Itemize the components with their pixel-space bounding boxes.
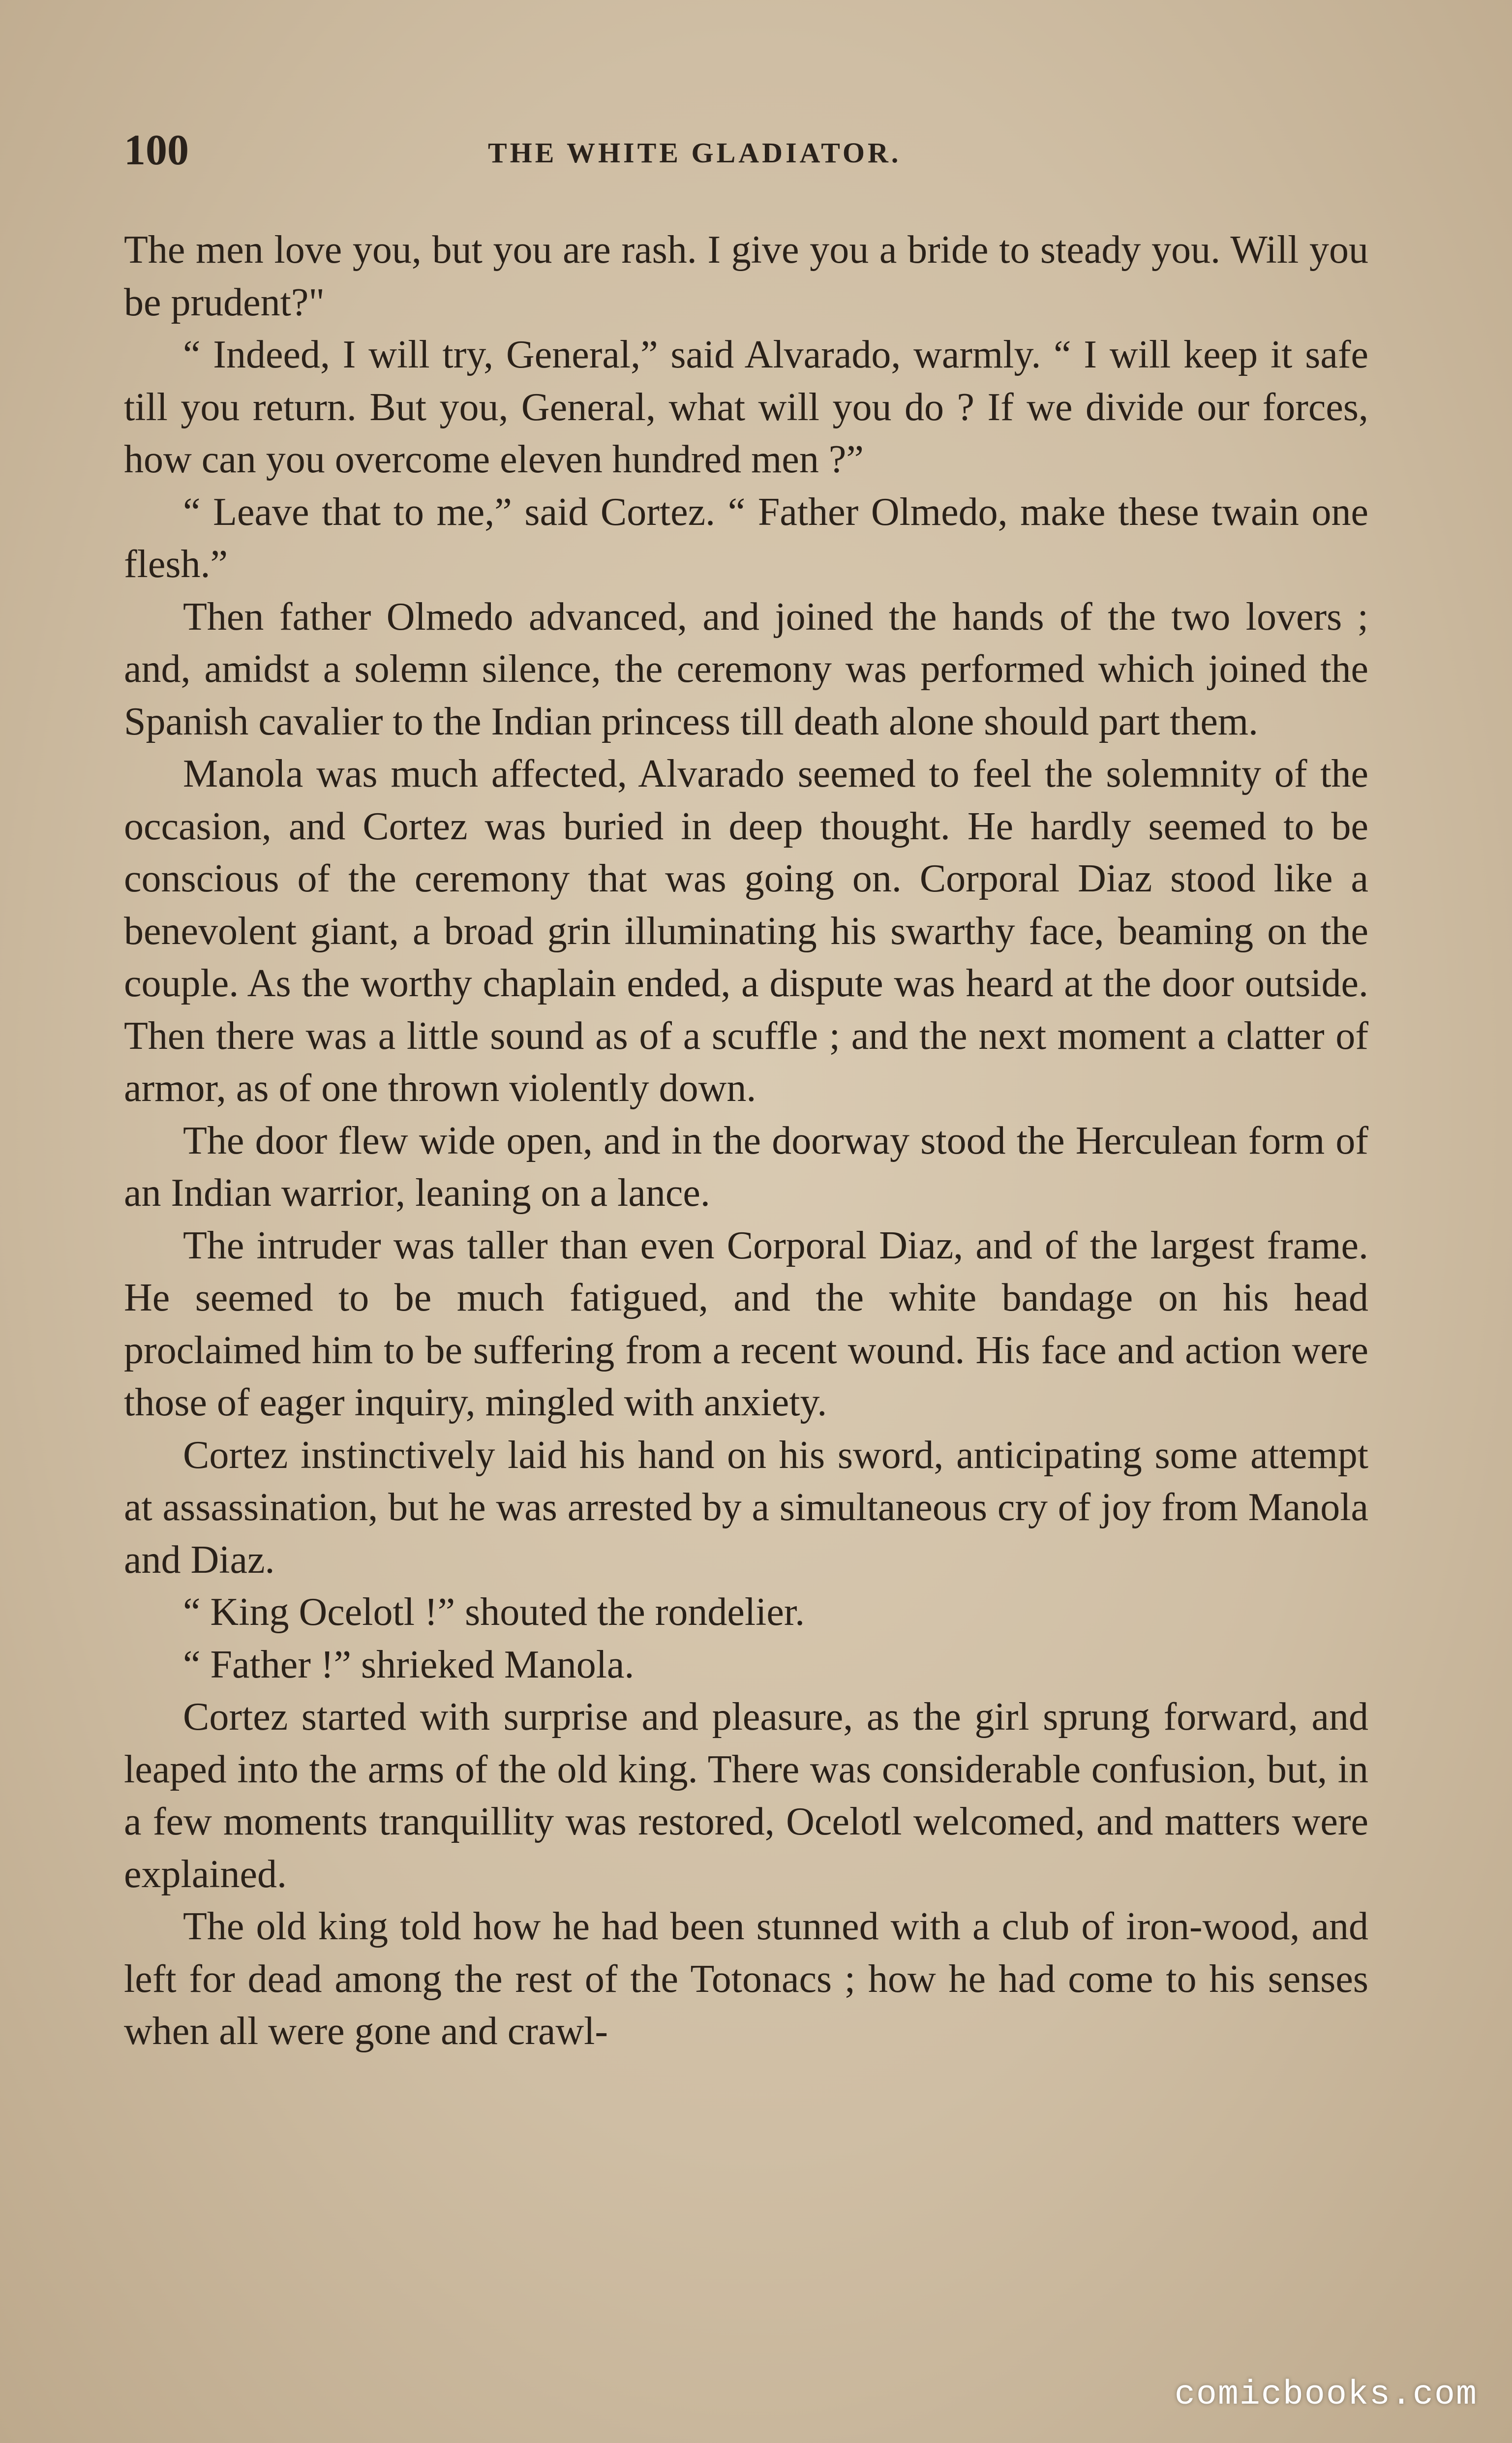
page-number: 100 (124, 126, 189, 174)
watermark: comicbooks.com (1174, 2376, 1478, 2414)
paragraph: Then father Olmedo advanced, and joined the hands of the two lovers ; and, amidst a solemn silence, the ceremony was performed which joined the Spanish cavalier to the Indian princess till death alone should part them. (124, 595, 1368, 743)
paragraph: “ Father !” shrieked Manola. (183, 1643, 635, 1686)
paragraph: The men love you, but you are rash. I give you a bride to steady you. Will you be prudent?" (124, 228, 1368, 324)
paragraph: Cortez started with surprise and pleasure, as the girl sprung forward, and leaped into the arms of the old king. There was considerable confusion, but, in a few moments tranquillity was restored, Ocelotl welcomed, and matters were explained. (124, 1695, 1368, 1896)
paragraph: The intruder was taller than even Corporal Diaz, and of the largest frame. He seemed to be much fatigued, and the white bandage on his head proclaimed him to be suffering from a recent wound. His face and action were those of eager inquiry, mingled with anxiety. (124, 1223, 1368, 1424)
paragraph: The old king told how he had been stunned with a club of iron-wood, and left for dead among the rest of the Totonacs ; how he had come to his senses when all were gone and crawl- (124, 1905, 1368, 2053)
paragraph: “ Indeed, I will try, General,” said Alvarado, warmly. “ I will keep it safe till you return. But you, General, what will you do ? If we divide our forces, how can you overcome eleven hundred men ?” (124, 333, 1368, 481)
body-text (124, 224, 1368, 2058)
page-header (124, 125, 1383, 180)
paragraph: Cortez instinctively laid his hand on his sword, anticipating some attempt at assassination, but he was arrested by a simultaneous cry of joy from Manola and Diaz. (124, 1433, 1368, 1582)
paragraph: The door flew wide open, and in the doorway stood the Herculean form of an Indian warrior, leaning on a lance. (124, 1119, 1368, 1215)
paragraph: “ King Ocelotl !” shouted the rondelier. (183, 1590, 805, 1634)
paragraph: Manola was much affected, Alvarado seemed to feel the solemnity of the occasion, and Cortez was buried in deep thought. He hardly seemed to be conscious of the ceremony that was going on. Corporal Diaz stood like a benevolent giant, a broad grin illuminating his swarthy face, beaming on the couple. As the worthy chaplain ended, a dispute was heard at the door outside. Then there was a little sound as of a scuffle ; and the next moment a clatter of armor, as of one thrown violently down. (124, 752, 1368, 1110)
paragraph: “ Leave that to me,” said Cortez. “ Father Olmedo, make these twain one flesh.” (124, 490, 1368, 586)
running-title: THE WHITE GLADIATOR. (488, 137, 902, 169)
